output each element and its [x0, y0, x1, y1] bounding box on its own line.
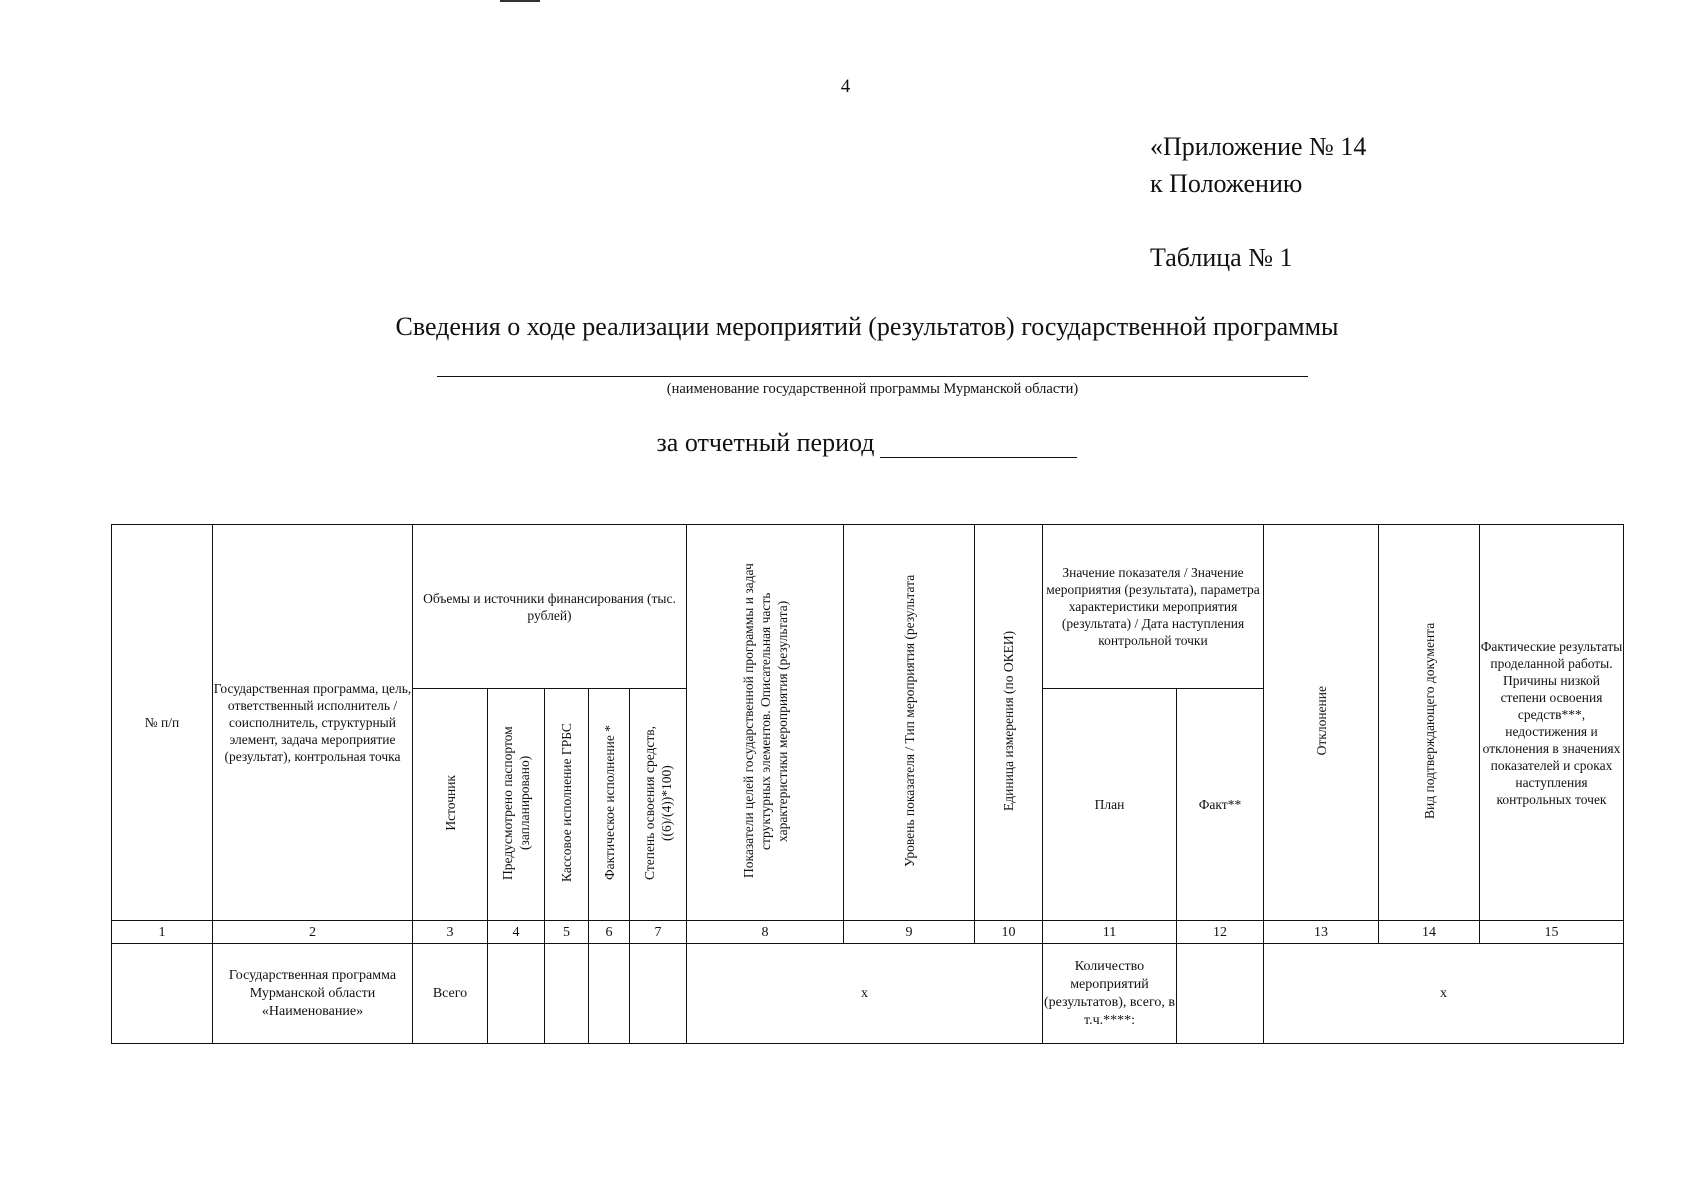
- program-name-blank-line: [437, 376, 1308, 377]
- column-number: 2: [213, 921, 413, 944]
- header-results: Фактические результаты проделанной работы. Причины низкой степени освоения средств***, недостижения и отклонения в значениях показателей и сроках наступления контрольных точек: [1480, 525, 1624, 921]
- table-label: Таблица № 1: [1150, 243, 1293, 272]
- column-number: 1: [112, 921, 213, 944]
- header-deviation: Отклонение: [1313, 685, 1329, 756]
- header-program: Государственная программа, цель, ответственный исполнитель / соисполнитель, структурный элемент, задача мероприятие (результат), контрольная точка: [213, 525, 413, 921]
- cell-number: [112, 944, 213, 1044]
- column-number: 14: [1379, 921, 1480, 944]
- column-number: 10: [975, 921, 1043, 944]
- header-source-cell: [413, 689, 488, 921]
- header-planned: Предусмотрено паспортом (запланировано): [500, 725, 532, 880]
- report-table: [111, 524, 1624, 1044]
- header-actual-execution-cell: [589, 689, 630, 921]
- header-fact: Факт**: [1177, 689, 1264, 921]
- scan-artifact-line: [500, 0, 540, 2]
- header-financing-group: Объемы и источники финансирования (тыс. рублей): [413, 525, 687, 689]
- header-document-type-cell: [1379, 525, 1480, 921]
- cell-planned: [488, 944, 545, 1044]
- header-actual-execution: Фактическое исполнение *: [601, 725, 617, 880]
- column-number: 3: [413, 921, 488, 944]
- header-level: Уровень показателя / Тип мероприятия (результата: [901, 574, 917, 867]
- reporting-period-label: за отчетный период: [656, 428, 875, 457]
- appendix-line-1: «Приложение № 14: [1150, 132, 1367, 161]
- header-source: Источник: [442, 774, 458, 831]
- header-indicators-cell: [687, 525, 844, 921]
- header-value-group: Значение показателя / Значение мероприятия (результата), параметра характеристики мероприятия (результата) / Дата наступления контрольной точки: [1043, 525, 1264, 689]
- column-number: 4: [488, 921, 545, 944]
- program-name-caption: (наименование государственной программы Мурманской области): [666, 381, 1079, 397]
- header-indicators: Показатели целей государственной программы и задач структурных элементов. Описательная часть характеристики мероприятия (результата): [740, 563, 790, 878]
- header-unit-cell: [975, 525, 1043, 921]
- column-number: 11: [1043, 921, 1177, 944]
- header-plan: План: [1043, 689, 1177, 921]
- header-utilization-cell: [630, 689, 687, 921]
- column-number: 6: [589, 921, 630, 944]
- column-number: 7: [630, 921, 687, 944]
- cell-program: Государственная программа Мурманской области «Наименование»: [213, 944, 413, 1044]
- cell-utilization: [630, 944, 687, 1044]
- header-planned-cell: [488, 689, 545, 921]
- appendix-line-2: к Положению: [1150, 169, 1303, 198]
- column-number: 13: [1264, 921, 1379, 944]
- cell-merged-13-15: х: [1264, 944, 1624, 1044]
- column-number: 5: [545, 921, 589, 944]
- header-cash-execution-cell: [545, 689, 589, 921]
- column-number: 9: [844, 921, 975, 944]
- appendix-reference: [1150, 128, 1366, 202]
- cell-source: Всего: [413, 944, 488, 1044]
- cell-plan: Количество мероприятий (результатов), всего, в т.ч.****:: [1043, 944, 1177, 1044]
- column-number: 8: [687, 921, 844, 944]
- cell-fact: [1177, 944, 1264, 1044]
- header-unit: Единица измерения (по ОКЕИ): [1001, 630, 1016, 811]
- header-deviation-cell: [1264, 525, 1379, 921]
- header-utilization: Степень освоения средств, ((6)/(4))*100): [642, 725, 674, 880]
- table-row: [112, 944, 1624, 1044]
- column-number: 12: [1177, 921, 1264, 944]
- document-title: Сведения о ходе реализации мероприятий (результатов) государственной программы: [395, 312, 1339, 341]
- cell-actual-execution: [589, 944, 630, 1044]
- header-document-type: Вид подтверждающего документа: [1421, 622, 1437, 819]
- cell-merged-8-10: х: [687, 944, 1043, 1044]
- header-level-cell: [844, 525, 975, 921]
- reporting-period-blank: [880, 430, 1077, 458]
- page-number: 4: [840, 76, 851, 97]
- header-row-top: [112, 525, 1624, 689]
- column-number: 15: [1480, 921, 1624, 944]
- column-number-row: [112, 921, 1624, 944]
- header-number: № п/п: [112, 525, 213, 921]
- header-cash-execution: Кассовое исполнение ГРБС: [559, 723, 574, 882]
- cell-cash-execution: [545, 944, 589, 1044]
- reporting-period: [0, 428, 1691, 458]
